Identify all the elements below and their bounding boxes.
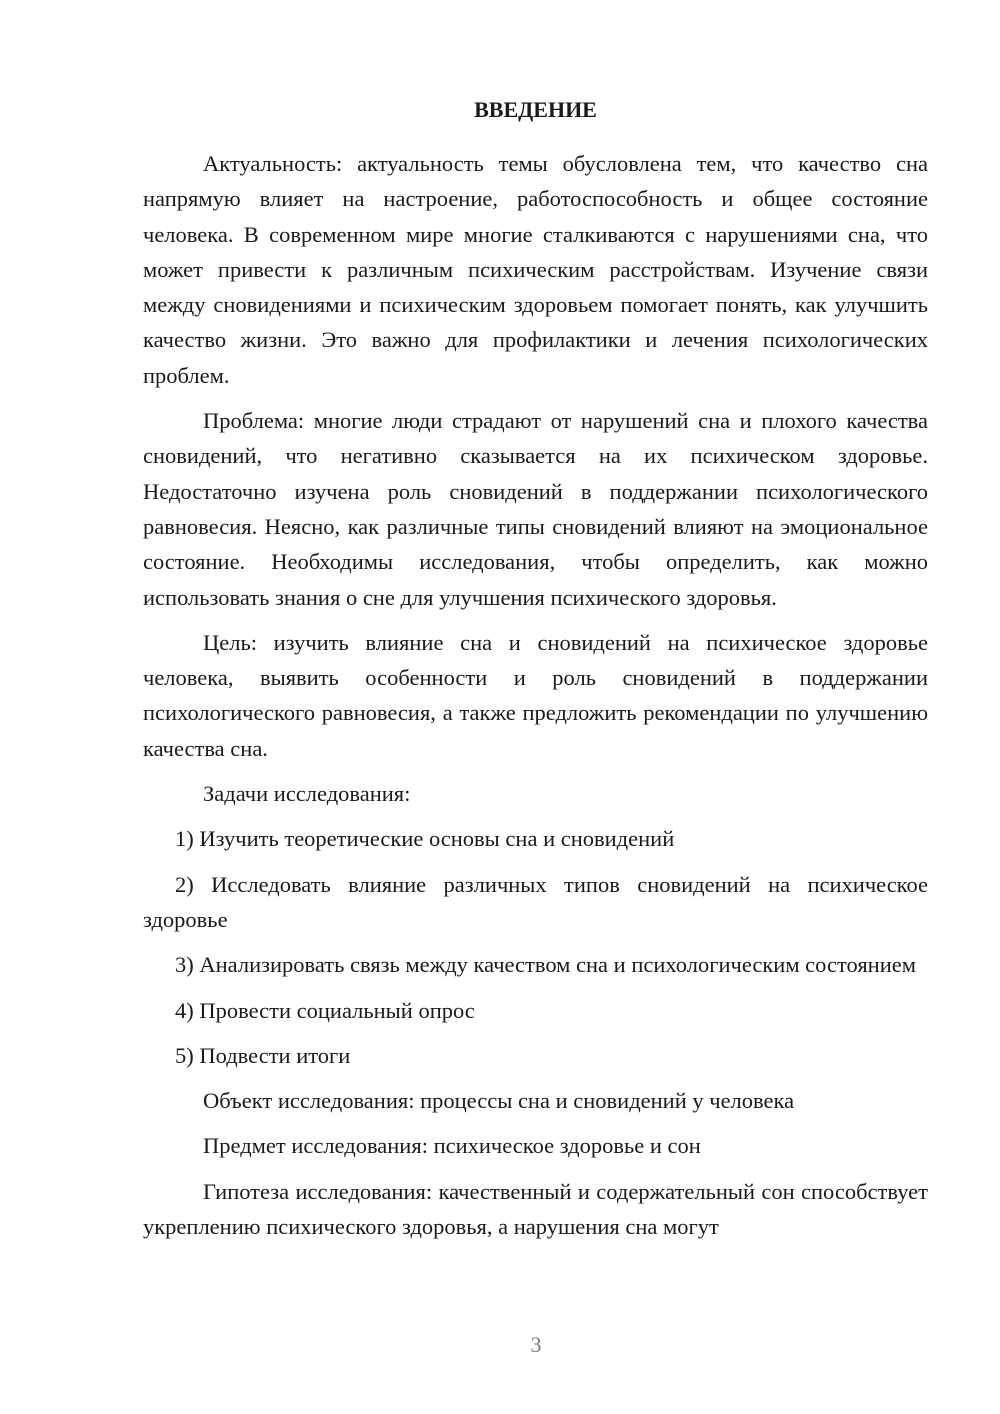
paragraph-subject: Предмет исследования: психическое здоровье и сон <box>203 1133 701 1159</box>
paragraph-relevance: Актуальность: актуальность темы обусловлена тем, что качество сна напрямую влияет на настроение, работоспособность и общее состояние человека. В современном мире многие сталкиваются с нарушениями сна, что может привести к различным психическим расстройствам. Изучение связи между сновидениями и психическим здоровьем помогает понять, как улучшить качество жизни. Это важно для профилактики и лечения психологических проблем. <box>143 151 928 388</box>
list-item-task-1: 1) Изучить теоретические основы сна и сновидений <box>175 826 675 852</box>
list-item-task-4: 4) Провести социальный опрос <box>175 997 475 1023</box>
list-item-task-3: 3) Анализировать связь между качеством сна и психологическим состоянием <box>175 952 916 978</box>
paragraph-problem: Проблема: многие люди страдают от нарушений сна и плохого качества сновидений, что негативно сказывается на их психическом здоровье. Недостаточно изучена роль сновидений в поддержании психологического равновесия. Неясно, как различные типы сновидений влияют на эмоциональное состояние. Необходимы исследования, чтобы определить, как можно использовать знания о сне для улучшения психического здоровья. <box>143 408 928 610</box>
page-content <box>143 92 928 1254</box>
paragraph-hypothesis: Гипотеза исследования: качественный и содержательный сон способствует укреплению психического здоровья, а нарушения сна могут <box>143 1178 928 1240</box>
list-item-task-5: 5) Подвести итоги <box>175 1042 351 1068</box>
paragraph-tasks-title: Задачи исследования: <box>203 781 411 807</box>
page-number: 3 <box>530 1332 542 1357</box>
list-item-task-2: 2) Исследовать влияние различных типов сновидений на психическое здоровье <box>143 871 928 932</box>
paragraph-goal: Цель: изучить влияние сна и сновидений на психическое здоровье человека, выявить особенности и роль сновидений в поддержании психологического равновесия, а также предложить рекомендации по улучшению качества сна. <box>143 629 928 761</box>
page-heading: ВВЕДЕНИЕ <box>474 97 597 122</box>
paragraph-object: Объект исследования: процессы сна и сновидений у человека <box>203 1088 795 1114</box>
